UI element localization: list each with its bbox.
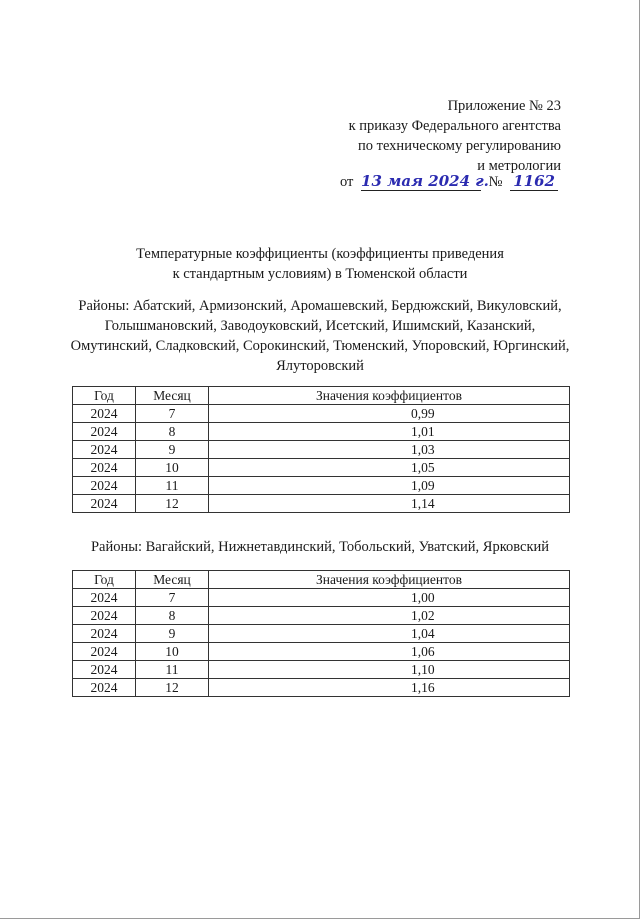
- order-date-handwritten: 13 мая 2024 г.: [361, 172, 489, 190]
- table-row: [73, 643, 570, 661]
- cell-value: 1,03: [209, 441, 570, 459]
- cell-year: 2024: [73, 589, 136, 607]
- cell-year: 2024: [73, 643, 136, 661]
- cell-month: 7: [136, 589, 209, 607]
- order-line: [340, 172, 558, 191]
- cell-month: 12: [136, 679, 209, 697]
- cell-year: 2024: [73, 679, 136, 697]
- cell-year: 2024: [73, 405, 136, 423]
- cell-month: 10: [136, 459, 209, 477]
- appendix-number: Приложение № 23: [447, 98, 561, 114]
- cell-value: 1,02: [209, 607, 570, 625]
- table-row: [73, 589, 570, 607]
- table-row: [73, 495, 570, 513]
- table-row: [73, 459, 570, 477]
- cell-month: 7: [136, 405, 209, 423]
- coefficients-table-1: [72, 386, 570, 513]
- order-number-handwritten: 1162: [510, 172, 558, 191]
- table-row: [73, 477, 570, 495]
- cell-year: 2024: [73, 625, 136, 643]
- cell-month: 9: [136, 441, 209, 459]
- cell-value: 1,01: [209, 423, 570, 441]
- cell-value: 1,04: [209, 625, 570, 643]
- column-values: Значения коэффициентов: [209, 387, 570, 405]
- title-line-2: к стандартным условиям) в Тюменской области: [172, 266, 468, 282]
- column-values: Значения коэффициентов: [209, 571, 570, 589]
- appendix-line-3: по техническому регулированию: [357, 138, 561, 154]
- column-month: Месяц: [136, 387, 209, 405]
- order-number-label: №: [488, 174, 503, 190]
- table-row: [73, 607, 570, 625]
- document-title: [0, 244, 640, 284]
- cell-value: 1,06: [209, 643, 570, 661]
- coefficients-table-2: [72, 570, 570, 697]
- appendix-line-4: и метрологии: [477, 158, 561, 174]
- regions-group-2: Районы: Вагайский, Нижнетавдинский, Тобольский, Уватский, Ярковский: [90, 539, 550, 555]
- cell-value: 1,16: [209, 679, 570, 697]
- table-row: [73, 661, 570, 679]
- cell-year: 2024: [73, 423, 136, 441]
- cell-value: 1,14: [209, 495, 570, 513]
- appendix-line-2: к приказу Федерального агентства: [348, 118, 561, 134]
- table-row: [73, 405, 570, 423]
- cell-month: 12: [136, 495, 209, 513]
- table-header-row: [73, 571, 570, 589]
- cell-month: 11: [136, 661, 209, 679]
- cell-year: 2024: [73, 477, 136, 495]
- cell-month: 8: [136, 423, 209, 441]
- table-row: [73, 423, 570, 441]
- appendix-header: [349, 96, 561, 176]
- cell-year: 2024: [73, 607, 136, 625]
- cell-year: 2024: [73, 661, 136, 679]
- table-row: [73, 679, 570, 697]
- column-year: Год: [73, 387, 136, 405]
- cell-year: 2024: [73, 495, 136, 513]
- column-year: Год: [73, 571, 136, 589]
- cell-month: 8: [136, 607, 209, 625]
- cell-value: 1,10: [209, 661, 570, 679]
- cell-year: 2024: [73, 459, 136, 477]
- cell-month: 9: [136, 625, 209, 643]
- column-month: Месяц: [136, 571, 209, 589]
- cell-month: 10: [136, 643, 209, 661]
- table-row: [73, 441, 570, 459]
- table-row: [73, 625, 570, 643]
- regions-group-1: Районы: Абатский, Армизонский, Аромашевский, Бердюжский, Викуловский, Голышмановский, Заводоуковский, Исетский, Ишимский, Казанский, Омутинский, Сладковский, Сорокинский, Тюменский, Упоровский, Юргинский, Ялуторовский: [70, 298, 570, 374]
- cell-value: 1,00: [209, 589, 570, 607]
- title-line-1: Температурные коэффициенты (коэффициенты приведения: [136, 246, 504, 262]
- table-header-row: [73, 387, 570, 405]
- cell-year: 2024: [73, 441, 136, 459]
- cell-value: 1,05: [209, 459, 570, 477]
- order-from-label: от: [340, 174, 354, 190]
- cell-value: 0,99: [209, 405, 570, 423]
- cell-month: 11: [136, 477, 209, 495]
- cell-value: 1,09: [209, 477, 570, 495]
